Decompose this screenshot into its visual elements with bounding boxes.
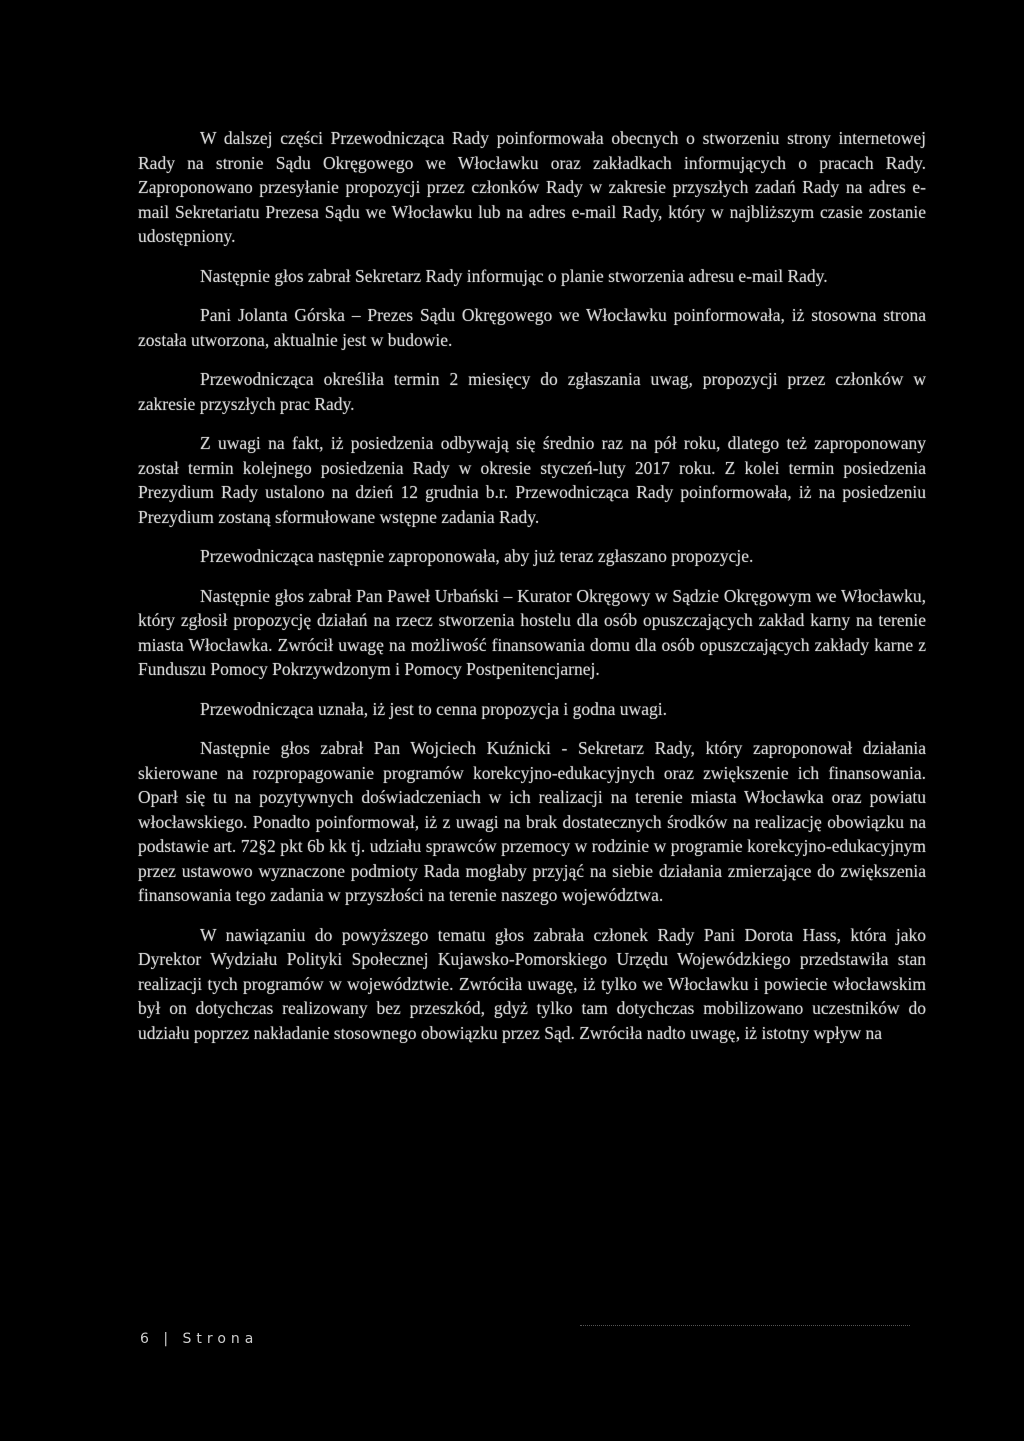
paragraph: Następnie głos zabrał Pan Paweł Urbański – Kurator Okręgowy w Sądzie Okręgowym we Włocławku, który zgłosił propozycję działań na rzecz stworzenia hostelu dla osób opuszczających zakład karny na terenie miasta Włocławka. Zwrócił uwagę na możliwość finansowania domu dla osób opuszczających zakłady karne z Funduszu Pomocy Pokrzywdzonym i Pomocy Postpenitencjarnej.: [138, 585, 926, 679]
page-label: Strona: [182, 1331, 259, 1347]
paragraph: Przewodnicząca uznała, iż jest to cenna propozycja i godna uwagi.: [200, 698, 667, 719]
paragraph: Przewodnicząca następnie zaproponowała, aby już teraz zgłaszano propozycje.: [200, 546, 754, 566]
paragraph: W nawiązaniu do powyższego tematu głos zabrała członek Rady Pani Dorota Hass, która jako Dyrektor Wydziału Polityki Społecznej Kujawsko-Pomorskiego Urzędu Wojewódzkiego przedstawiła stan realizacji tych programów w województwie. Zwróciła uwagę, iż tylko we Włocławku i powiecie włocławskim był on dotychczas realizowany bez przeszkód, gdyż tylko tam dotychczas mobilizowano uczestników do udziału poprzez nakładanie stosownego obowiązku przez Sąd. Zwróciła nadto uwagę, iż istotny wpływ na: [138, 924, 926, 1043]
paragraph: W dalszej części Przewodnicząca Rady poinformowała obecnych o stworzeniu strony internetowej Rady na stronie Sądu Okręgowego we Włocławku oraz zakładkach informujących o pracach Rady. Zaproponowano przesyłanie propozycji przez członków Rady w zakresie przyszłych zadań Rady na adres e-mail Sekretariatu Prezesa Sądu we Włocławku lub na adres e-mail Rady, który w najbliższym czasie zostanie udostępniony.: [138, 128, 926, 246]
page-footer: [140, 1331, 258, 1347]
document-body: [138, 126, 926, 1060]
paragraph: Następnie głos zabrał Pan Wojciech Kuźnicki - Sekretarz Rady, który zaproponował działania skierowane na rozpropagowanie programów korekcyjno-edukacyjnych oraz zwiększenie ich finansowania. Oparł się tu na pozytywnych doświadczeniach w ich realizacji na terenie miasta Włocławka oraz powiatu włocławskiego. Ponadto poinformował, iż z uwagi na brak dostatecznych środków na realizację obowiązku na podstawie art. 72§2 pkt 6b kk tj. udziału sprawców przemocy w rodzinie w programie korekcyjno-edukacyjnym przez ustawowo wyznaczone podmioty Rada mogłaby przyjąć na siebie działania zmierzające do zwiększenia finansowania tego zadania w przyszłości na terenie naszego województwa.: [138, 738, 926, 905]
paragraph: Z uwagi na fakt, iż posiedzenia odbywają się średnio raz na pół roku, dlatego też zaproponowany został termin kolejnego posiedzenia Rady w okresie styczeń-luty 2017 roku. Z kolei termin posiedzenia Prezydium Rady ustalono na dzień 12 grudnia b.r. Przewodnicząca Rady poinformowała, iż na posiedzeniu Prezydium zostaną sformułowane wstępne zadania Rady.: [138, 433, 926, 527]
paragraph: Pani Jolanta Górska – Prezes Sądu Okręgowego we Włocławku poinformowała, iż stosowna strona została utworzona, aktualnie jest w budowie.: [138, 305, 926, 350]
paragraph: Następnie głos zabrał Sekretarz Rady informując o planie stworzenia adresu e-mail Rady.: [200, 265, 828, 286]
footer-divider: [580, 1325, 910, 1326]
footer-separator: |: [163, 1331, 174, 1347]
paragraph: Przewodnicząca określiła termin 2 miesięcy do zgłaszania uwag, propozycji przez członków w zakresie przyszłych prac Rady.: [138, 369, 926, 414]
page-number: 6: [140, 1331, 154, 1347]
